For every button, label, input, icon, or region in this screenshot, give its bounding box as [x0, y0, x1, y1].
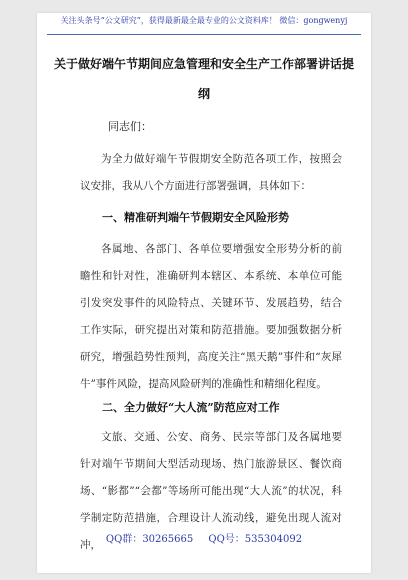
footer-qq-group: QQ群：30265665 — [105, 534, 194, 545]
intro-paragraph: 为全力做好端午节假期安全防范各项工作，按照会议安排，我从八个方面进行部署强调，具体如下： — [80, 153, 342, 192]
header-divider — [47, 34, 361, 35]
header-banner: 关注头条号“公文研究”，获得最新最全最专业的公文资料库！ 微信：gongwenyj — [60, 16, 348, 25]
section-heading-2: 二、全力做好“大人流”防范应对工作 — [102, 401, 280, 414]
footer-qq-number: QQ号：535304092 — [208, 534, 303, 545]
section-body-1: 各属地、各部门、各单位要增强安全形势分析的前瞻性和针对性，准确研判本辖区、本系统、本单位可能引发突发事件的风险特点、关键环节、发展趋势，结合工作实际，研究提出对策和防范措施。要加强数据分析研究，增强趋势性预判，高度关注“黑天鹅”事件和“灰犀牛”事件风险，提高风险研判的准确性和精细化程度。 — [80, 243, 342, 390]
footer-contact — [37, 530, 371, 545]
section-body-2: 文旅、交通、公安、商务、民宗等部门及各属地要针对端午节期间大型活动现场、热门旅游景区、餐饮商场、“影都”“会都”等场所可能出现“大人流”的状况，科学制定防范措施，合理设计人流动线，避免出现人流对冲， — [80, 431, 342, 551]
document-title: 关于做好端午节期间应急管理和安全生产工作部署讲话提纲 — [54, 57, 355, 101]
salutation: 同志们： — [108, 120, 152, 133]
section-heading-1: 一、精准研判端午节假期安全风险形势 — [102, 211, 289, 224]
